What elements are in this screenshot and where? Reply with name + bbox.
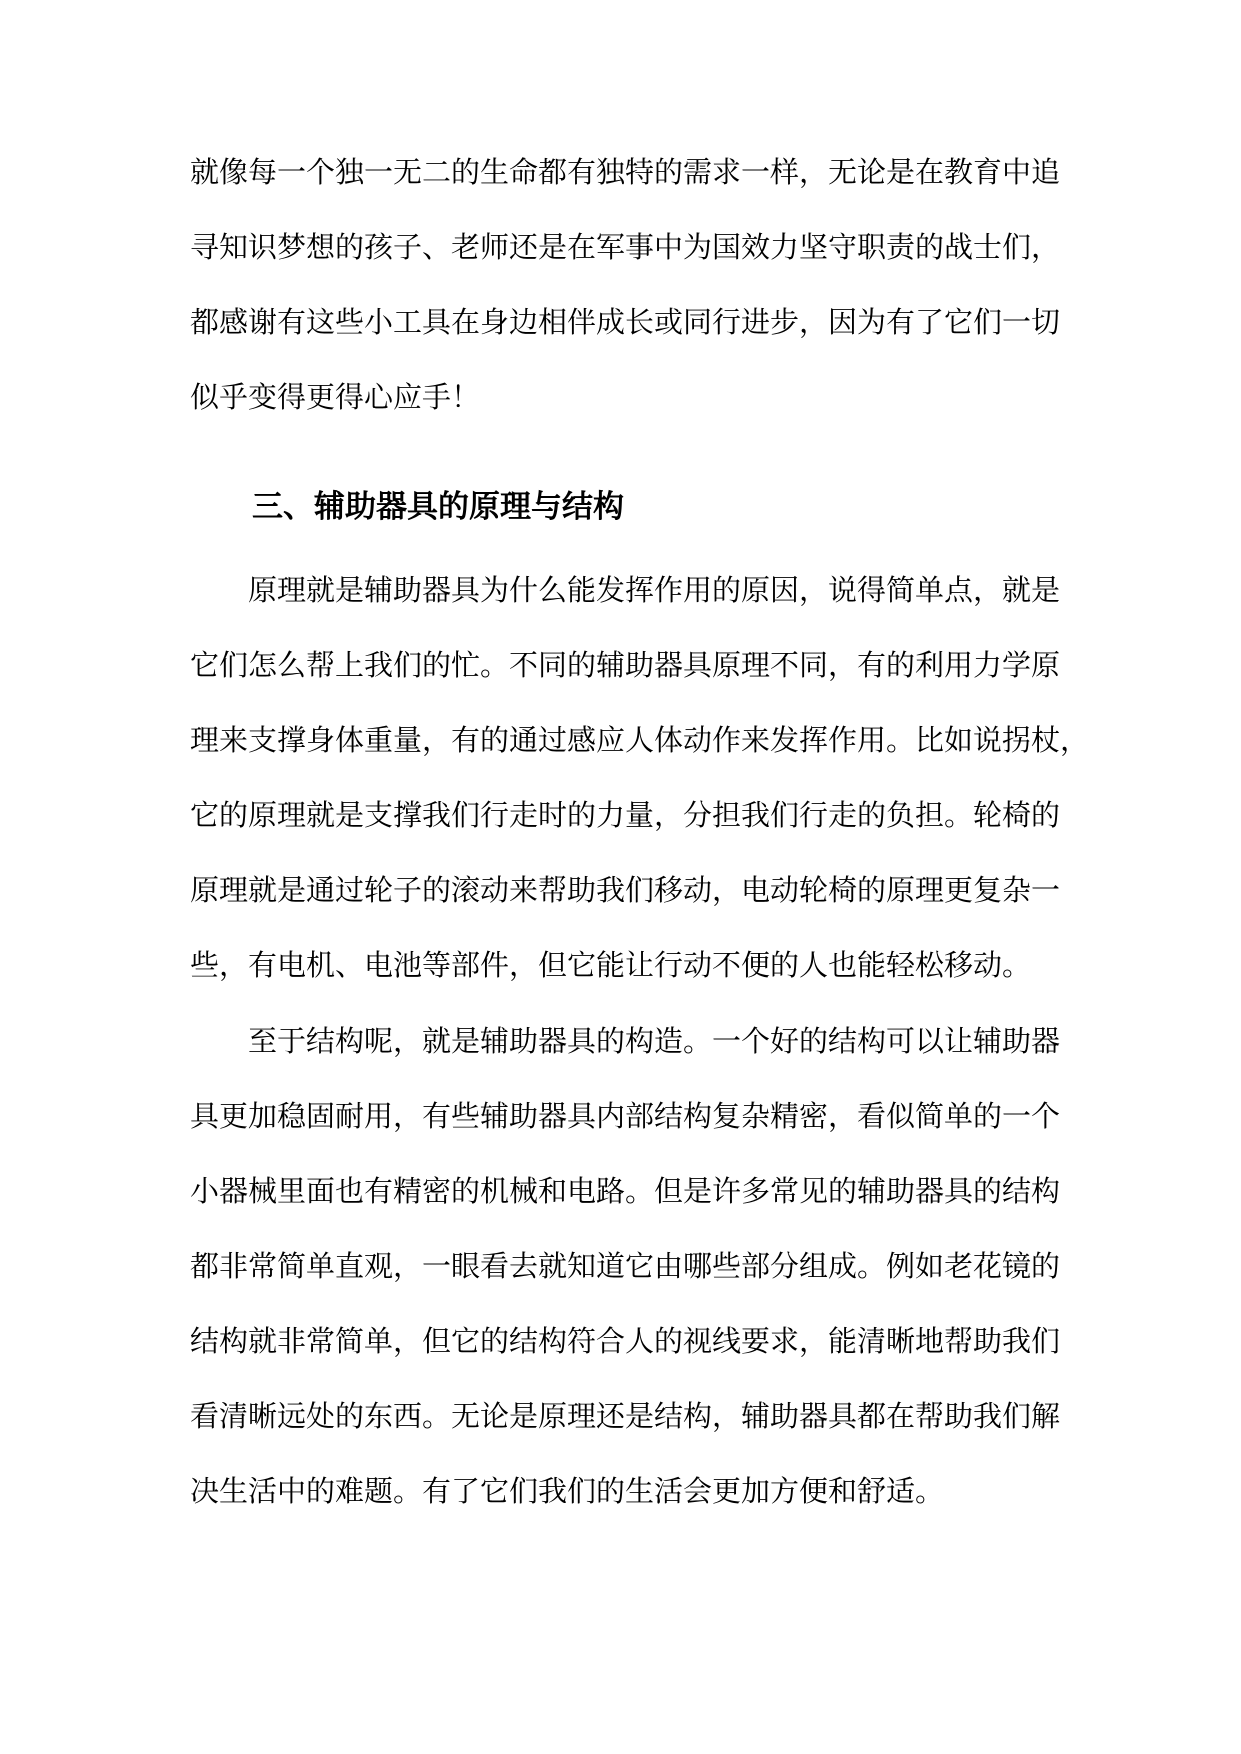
paragraph-line: 都感谢有这些小工具在身边相伴成长或同行进步，因为有了它们一切 bbox=[190, 305, 1061, 339]
paragraph-line: 结构就非常简单，但它的结构符合人的视线要求，能清晰地帮助我们 bbox=[190, 1324, 1061, 1358]
paragraph-line: 原理就是通过轮子的滚动来帮助我们移动，电动轮椅的原理更复杂一 bbox=[190, 873, 1061, 907]
paragraph-line: 具更加稳固耐用，有些辅助器具内部结构复杂精密，看似简单的一个 bbox=[190, 1099, 1061, 1133]
paragraph-line: 理来支撑身体重量，有的通过感应人体动作来发挥作用。比如说拐杖， bbox=[190, 723, 1090, 757]
paragraph-line: 它们怎么帮上我们的忙。不同的辅助器具原理不同，有的利用力学原 bbox=[190, 648, 1061, 682]
paragraph-line: 它的原理就是支撑我们行走时的力量，分担我们行走的负担。轮椅的 bbox=[190, 798, 1061, 832]
paragraph-line: 看清晰远处的东西。无论是原理还是结构，辅助器具都在帮助我们解 bbox=[190, 1399, 1061, 1433]
paragraph-line: 似乎变得更得心应手！ bbox=[190, 380, 481, 414]
paragraph-line: 就像每一个独一无二的生命都有独特的需求一样，无论是在教育中追 bbox=[190, 155, 1061, 189]
paragraph-line: 至于结构呢，就是辅助器具的构造。一个好的结构可以让辅助器 bbox=[248, 1024, 1061, 1058]
paragraph-line: 原理就是辅助器具为什么能发挥作用的原因，说得简单点，就是 bbox=[248, 573, 1061, 607]
paragraph-line: 些，有电机、电池等部件，但它能让行动不便的人也能轻松移动。 bbox=[190, 948, 1032, 982]
paragraph-line: 都非常简单直观，一眼看去就知道它由哪些部分组成。例如老花镜的 bbox=[190, 1249, 1061, 1283]
section-heading: 三、辅助器具的原理与结构 bbox=[252, 489, 624, 525]
paragraph-line: 决生活中的难题。有了它们我们的生活会更加方便和舒适。 bbox=[190, 1474, 945, 1508]
paragraph-line: 寻知识梦想的孩子、老师还是在军事中为国效力坚守职责的战士们， bbox=[190, 230, 1061, 264]
paragraph-line: 小器械里面也有精密的机械和电路。但是许多常见的辅助器具的结构 bbox=[190, 1174, 1061, 1208]
